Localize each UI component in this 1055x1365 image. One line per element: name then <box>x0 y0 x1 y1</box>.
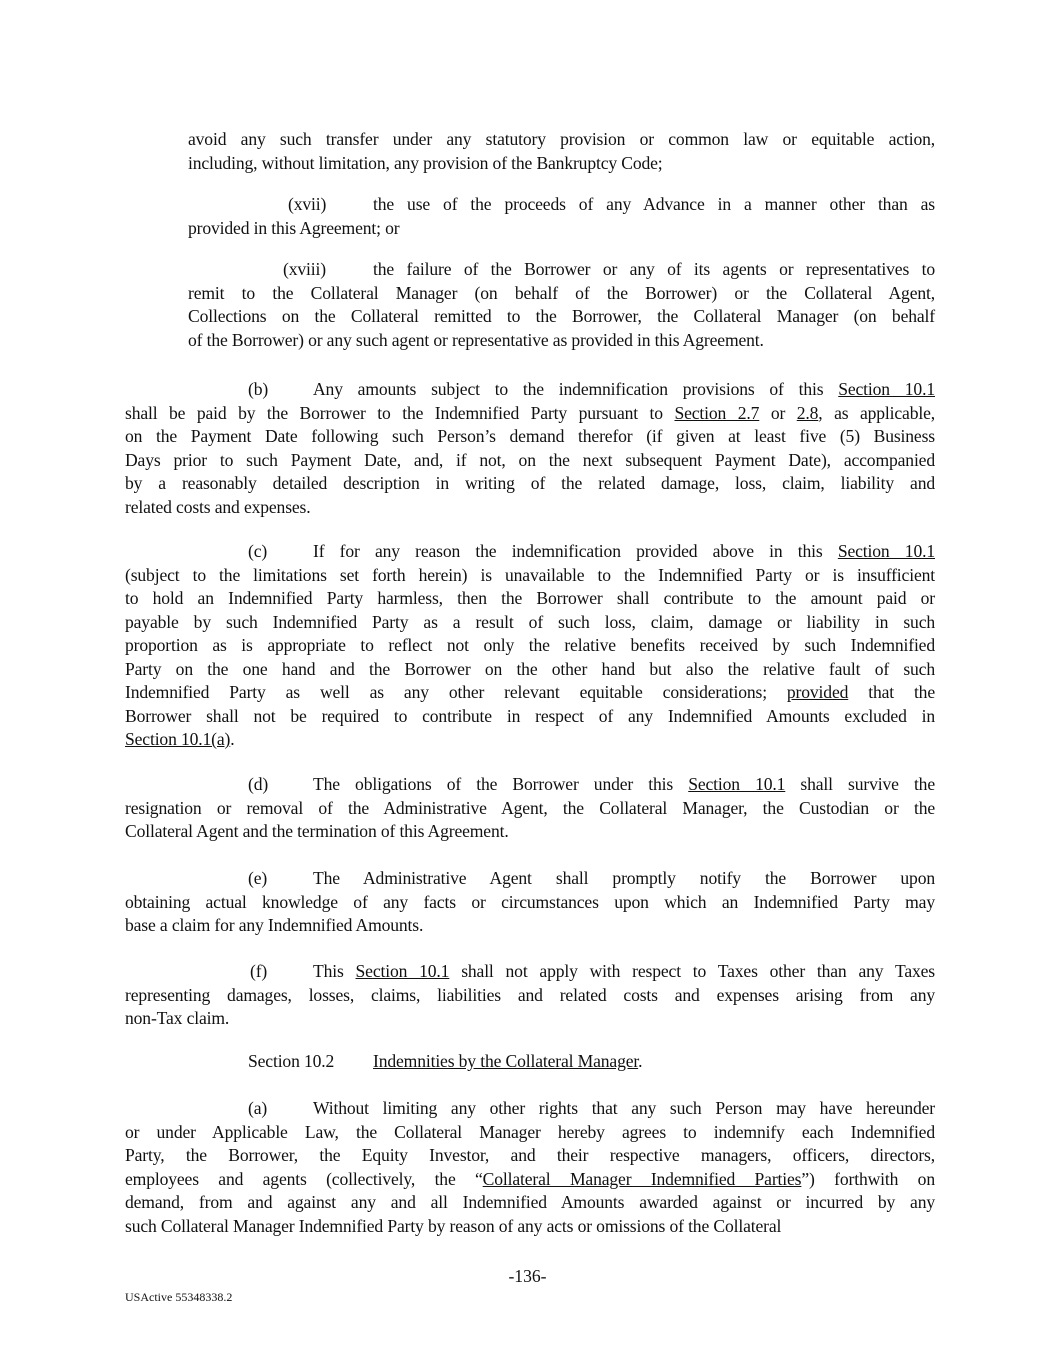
paragraph-enumerator: (xvii) <box>288 194 327 214</box>
text-line: Days prior to such Payment Date, and, if not, on the next subsequent Payment Date), accompanied <box>125 449 935 470</box>
paragraph-enumerator: (f) <box>250 961 268 981</box>
text-line: non-Tax claim. <box>125 1008 230 1028</box>
line-text: The obligations of the Borrower under this Section 10.1 shall survive the <box>313 774 935 794</box>
text-line: related costs and expenses. <box>125 496 311 517</box>
text-line: Party, the Borrower, the Equity Investor, and their respective managers, officers, directors, <box>125 1145 935 1165</box>
text-line: such Collateral Manager Indemnified Party by reason of any acts or omissions of the Collateral <box>125 1215 782 1236</box>
paragraph-p-xviii <box>188 258 935 352</box>
text-line <box>125 867 935 891</box>
text-line: on the Payment Date following such Person’s demand therefor (if given at least five (5) Business <box>125 426 935 446</box>
text-line: by a reasonably detailed description in writing of the related damage, loss, claim, liability and <box>125 473 935 493</box>
paragraph-p-transfer-cont <box>188 128 935 175</box>
paragraph-p-xvii <box>188 193 935 240</box>
paragraph-enumerator: (b) <box>248 379 269 399</box>
cross-reference: Indemnities by the Collateral Manager <box>373 1051 639 1071</box>
text-line <box>125 540 935 564</box>
text-line <box>188 193 935 217</box>
text-line: including, without limitation, any provision of the Bankruptcy Code; <box>188 152 663 173</box>
text-line: (subject to the limitations set forth herein) is unavailable to the Indemnified Party or is insufficient <box>125 564 935 585</box>
text-line: Party on the one hand and the Borrower on the other hand but also the relative fault of such <box>125 658 935 679</box>
cross-reference: Section 10.1 <box>355 961 450 981</box>
paragraph-enumerator: (c) <box>248 541 268 561</box>
cross-reference: Section 2.7 <box>674 402 760 423</box>
text-line <box>125 1097 935 1121</box>
text-line <box>125 378 935 402</box>
paragraph-p-f <box>125 960 935 1031</box>
line-text: the failure of the Borrower or any of its agents or representatives to <box>373 259 935 279</box>
text-line: or under Applicable Law, the Collateral Manager hereby agrees to indemnify each Indemnified <box>125 1121 935 1142</box>
paragraph-p-b <box>125 378 935 519</box>
text-line: shall be paid by the Borrower to the Indemnified Party pursuant to Section 2.7 or 2.8, as applicable, <box>125 402 936 423</box>
page-number: -136- <box>508 1266 547 1286</box>
text-line: of the Borrower) or any such agent or representative as provided in this Agreement. <box>188 329 764 350</box>
text-line: proportion as is appropriate to reflect not only the relative benefits received by such Indemnified <box>125 635 935 655</box>
cross-reference: 2.8 <box>796 402 819 423</box>
text-line: Collections on the Collateral remitted to the Borrower, the Collateral Manager (on behalf <box>188 306 935 326</box>
text-line: Section 10.1(a). <box>125 729 235 749</box>
cross-reference: provided <box>786 682 849 702</box>
text-line: resignation or removal of the Administrative Agent, the Collateral Manager, the Custodian or the <box>125 797 935 818</box>
text-line: demand, from and against any and all Indemnified Amounts awarded against or incurred by any <box>125 1192 935 1212</box>
line-text: the use of the proceeds of any Advance in a manner other than as <box>373 194 935 214</box>
paragraph-p-10-2-a <box>125 1097 935 1238</box>
cross-reference: Section 10.1 <box>688 774 786 794</box>
cross-reference: Section 10.1 <box>837 541 935 561</box>
paragraph-enumerator: (xviii) <box>283 259 326 279</box>
text-line: avoid any such transfer under any statutory provision or common law or equitable action, <box>188 129 935 149</box>
text-line: representing damages, losses, claims, liabilities and related costs and expenses arising from any <box>125 984 935 1005</box>
cross-reference: Section 10.1(a) <box>125 729 231 749</box>
line-text: This Section 10.1 shall not apply with respect to Taxes other than any Taxes <box>313 961 935 981</box>
paragraph-p-d <box>125 773 935 844</box>
paragraph-enumerator: (d) <box>248 774 269 794</box>
line-text: The Administrative Agent shall promptly notify the Borrower upon <box>313 868 935 888</box>
paragraph-p-c <box>125 540 935 752</box>
line-text: Indemnities by the Collateral Manager. <box>373 1051 643 1071</box>
paragraph-enumerator: Section 10.2 <box>248 1051 335 1071</box>
text-line <box>125 1050 935 1074</box>
text-line: employees and agents (collectively, the “Collateral Manager Indemnified Parties”) forthwith on <box>125 1168 935 1189</box>
text-line: remit to the Collateral Manager (on behalf of the Borrower) or the Collateral Agent, <box>188 282 935 303</box>
document-id-footer: USActive 55348338.2 <box>125 1290 233 1304</box>
text-line <box>188 258 935 282</box>
text-line: Borrower shall not be required to contribute in respect of any Indemnified Amounts excluded in <box>125 705 935 726</box>
text-line <box>125 960 935 984</box>
text-line: obtaining actual knowledge of any facts or circumstances upon which an Indemnified Party may <box>125 891 935 912</box>
text-line: Collateral Agent and the termination of this Agreement. <box>125 821 509 841</box>
line-text: Without limiting any other rights that any such Person may have hereunder <box>313 1098 935 1118</box>
text-line: Indemnified Party as well as any other relevant equitable considerations; provided that the <box>125 682 935 702</box>
line-text: Any amounts subject to the indemnification provisions of this Section 10.1 <box>313 379 935 399</box>
text-line: payable by such Indemnified Party as a result of such loss, claim, damage or liability in such <box>125 611 935 632</box>
paragraph-enumerator: (a) <box>248 1098 268 1118</box>
line-text: If for any reason the indemnification provided above in this Section 10.1 <box>313 541 935 561</box>
text-line: base a claim for any Indemnified Amounts. <box>125 915 424 935</box>
paragraph-enumerator: (e) <box>248 868 268 888</box>
paragraph-p-10-2-heading <box>125 1050 935 1074</box>
text-line: provided in this Agreement; or <box>188 217 400 238</box>
text-line <box>125 773 935 797</box>
text-line: to hold an Indemnified Party harmless, then the Borrower shall contribute to the amount paid or <box>125 588 935 608</box>
paragraph-p-e <box>125 867 935 938</box>
cross-reference: Section 10.1 <box>838 379 935 399</box>
cross-reference: Collateral Manager Indemnified Parties <box>482 1168 802 1189</box>
